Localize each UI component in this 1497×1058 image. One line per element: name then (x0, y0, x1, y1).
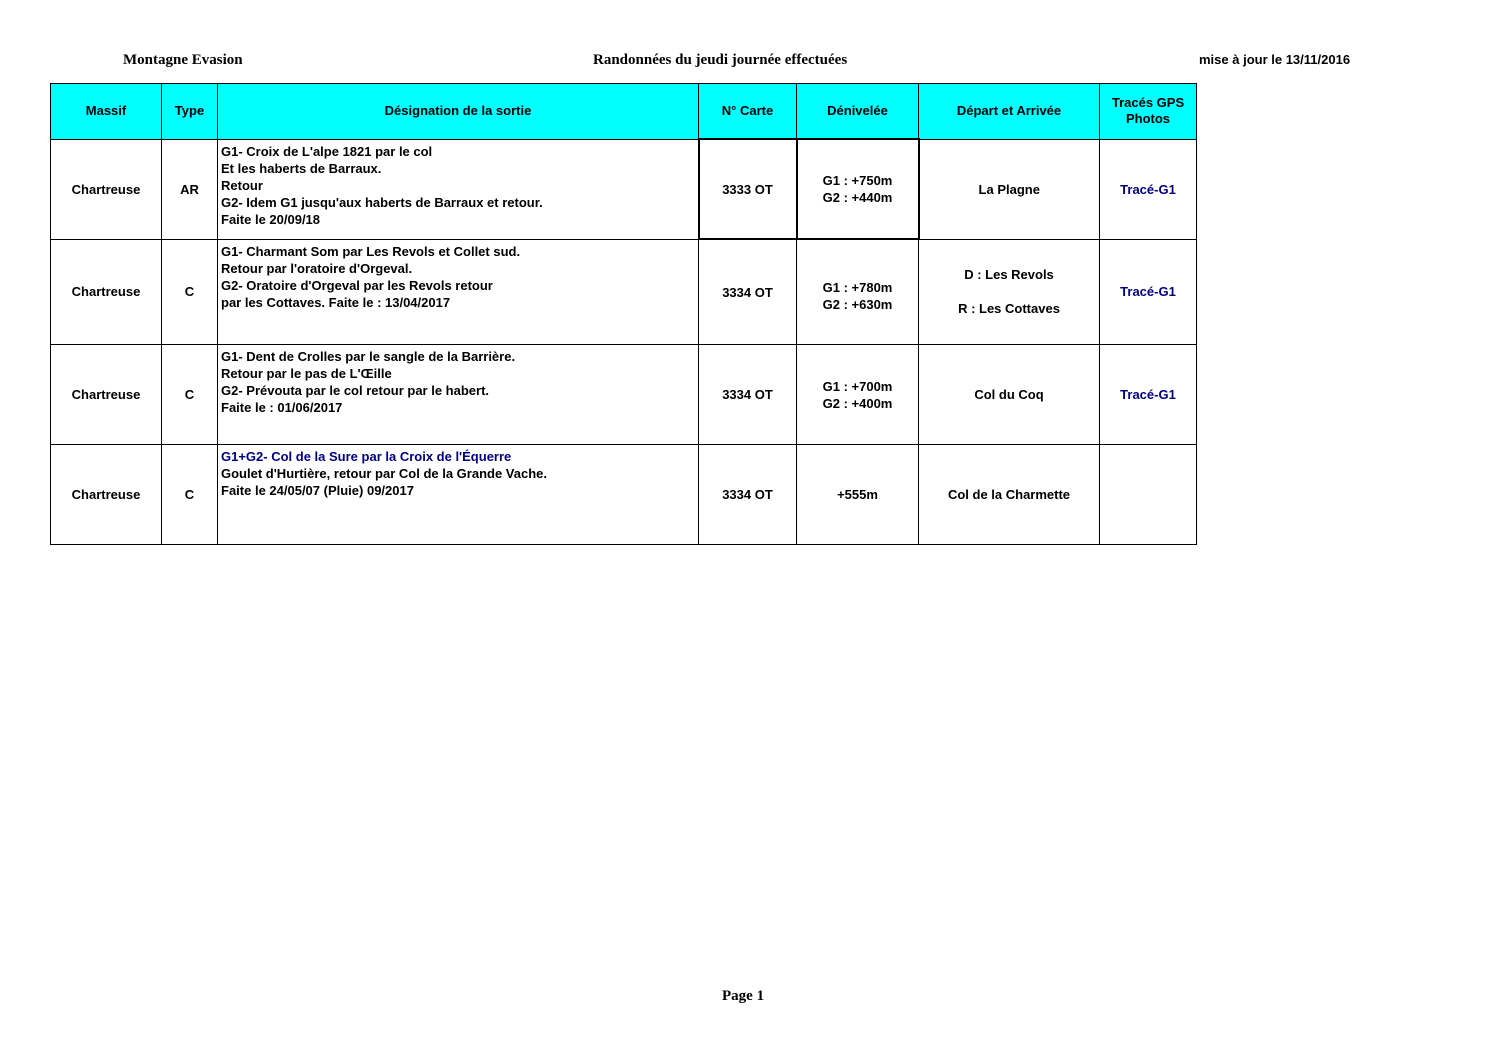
cell-carte: 3334 OT (699, 445, 797, 545)
cell-designation (218, 239, 699, 345)
designation-line: G1+G2- Col de la Sure par la Croix de l'Équerre (221, 449, 512, 464)
cell-denivelee (797, 239, 919, 345)
designation-line: Et les haberts de Barraux. (221, 160, 382, 176)
table-header-row (51, 84, 1197, 140)
cell-designation (218, 445, 699, 545)
denivelee-line: G2 : +630m (822, 297, 893, 312)
col-header-type: Type (162, 84, 218, 140)
col-header-traces-line1: Tracés GPS (1111, 95, 1185, 111)
table-row (51, 239, 1197, 345)
document-title: Randonnées du jeudi journée effectuées (593, 52, 848, 68)
designation-line: Faite le : 01/06/2017 (221, 400, 343, 415)
trace-link[interactable]: Tracé-G1 (1100, 139, 1197, 239)
designation-line: G1- Dent de Crolles par le sangle de la Barrière. (221, 349, 516, 364)
table-row (51, 139, 1197, 239)
cell-massif: Chartreuse (51, 345, 162, 445)
designation-line: Retour par l'oratoire d'Orgeval. (221, 260, 413, 276)
depart-line: Col de la Charmette (947, 487, 1071, 502)
depart-line: La Plagne (978, 181, 1040, 197)
designation-line: Goulet d'Hurtière, retour par Col de la Grande Vache. (221, 466, 548, 481)
designation-line: G2- Idem G1 jusqu'aux haberts de Barraux et retour. (221, 194, 543, 210)
designation-line: G2- Oratoire d'Orgeval par les Revols retour (221, 277, 493, 293)
cell-depart (919, 239, 1100, 345)
update-date: mise à jour le 13/11/2016 (1199, 52, 1351, 67)
depart-line: R : Les Cottaves (958, 301, 1060, 317)
cell-denivelee (797, 445, 919, 545)
cell-designation (218, 139, 699, 239)
depart-line: D : Les Revols (964, 267, 1054, 283)
col-header-carte: N° Carte (699, 84, 797, 140)
denivelee-line: +555m (837, 487, 878, 502)
cell-type: C (162, 239, 218, 345)
cell-massif: Chartreuse (51, 139, 162, 239)
cell-trace-empty (1100, 445, 1197, 545)
designation-line: G1- Charmant Som par Les Revols et Collet sud. (221, 243, 521, 259)
col-header-designation: Désignation de la sortie (218, 84, 699, 140)
denivelee-line: G2 : +440m (822, 190, 893, 205)
sorties-table (50, 83, 1197, 545)
designation-line: Retour (221, 177, 263, 193)
designation-line: par les Cottaves. Faite le : 13/04/2017 (221, 294, 451, 310)
denivelee-line: G1 : +700m (822, 378, 893, 394)
cell-denivelee (797, 139, 919, 239)
trace-link[interactable]: Tracé-G1 (1100, 239, 1197, 345)
cell-carte: 3334 OT (699, 345, 797, 445)
trace-link[interactable]: Tracé-G1 (1100, 345, 1197, 445)
cell-depart (919, 445, 1100, 545)
designation-line: Faite le 20/09/18 (221, 211, 321, 227)
cell-denivelee (797, 345, 919, 445)
site-title: Montagne Evasion (123, 52, 243, 68)
depart-spacer (919, 283, 1099, 300)
cell-depart (919, 345, 1100, 445)
col-header-traces (1100, 84, 1197, 140)
col-header-traces-line2: Photos (1125, 111, 1171, 127)
col-header-massif: Massif (51, 84, 162, 140)
designation-line: G1- Croix de L'alpe 1821 par le col (221, 143, 433, 159)
table-row (51, 345, 1197, 445)
col-header-depart: Départ et Arrivée (919, 84, 1100, 140)
cell-carte: 3334 OT (699, 239, 797, 345)
cell-massif: Chartreuse (51, 239, 162, 345)
cell-designation (218, 345, 699, 445)
designation-line: G2- Prévouta par le col retour par le habert. (221, 383, 490, 398)
denivelee-line: G1 : +780m (822, 280, 893, 295)
designation-line: Faite le 24/05/07 (Pluie) 09/2017 (221, 483, 414, 498)
depart-line: Col du Coq (974, 387, 1044, 402)
cell-type: C (162, 445, 218, 545)
cell-type: AR (162, 139, 218, 239)
designation-line: Retour par le pas de L'Œille (221, 366, 392, 381)
cell-carte: 3333 OT (699, 139, 797, 239)
denivelee-line: G2 : +400m (822, 395, 893, 411)
page-number: Page 1 (722, 988, 765, 1004)
cell-depart (919, 139, 1100, 239)
denivelee-line: G1 : +750m (822, 173, 893, 188)
table-row (51, 445, 1197, 545)
cell-type: C (162, 345, 218, 445)
cell-massif: Chartreuse (51, 445, 162, 545)
col-header-denivelee: Dénivelée (797, 84, 919, 140)
